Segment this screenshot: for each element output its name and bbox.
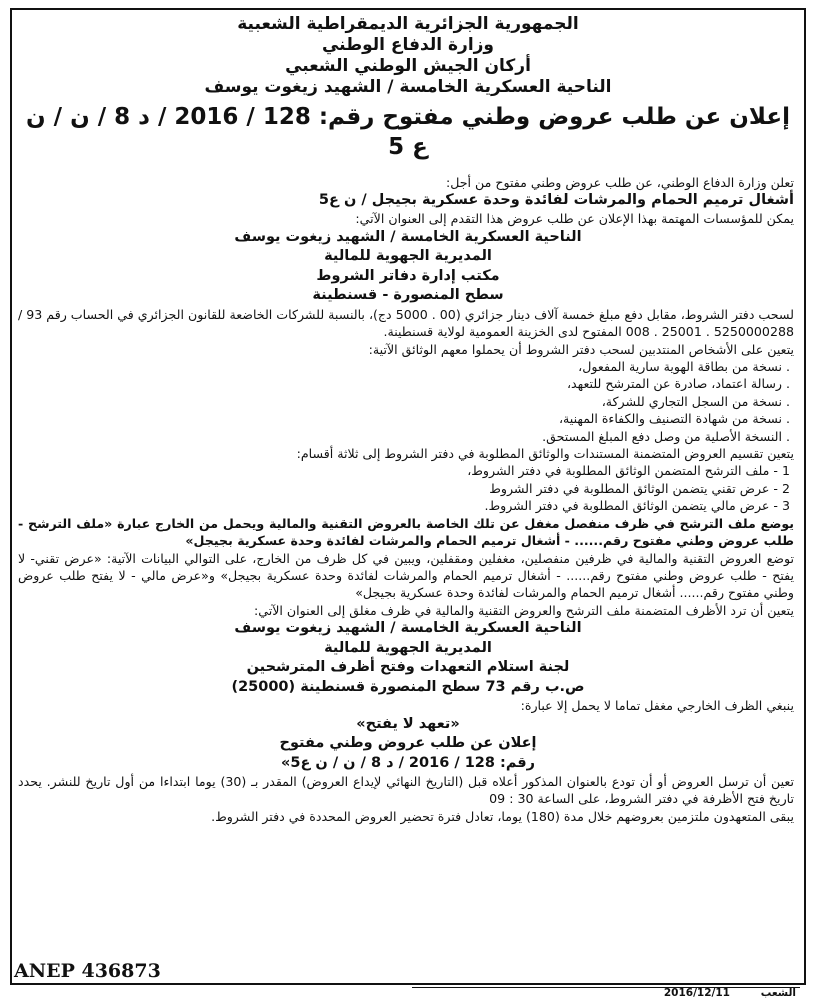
envelope-line: إعلان عن طلب عروض وطني مفتوح [279,735,537,752]
announcement-title: إعلان عن طلب عروض وطني مفتوح رقم: 128 / 2016 / د 8 / ن / ن ع 5 [26,104,790,160]
list-item: 2 - عرض تقني يتضمن الوثائق المطلوبة في دفتر الشروط [489,480,790,496]
address-line: لجنة استلام التعهدات وفتح أظرف المترشحين [246,659,570,676]
publication-date: 2016/12/11 [663,987,730,999]
envelope-line: «تعهد لا يفتح» [356,715,460,732]
header-staff: أركان الجيش الوطني الشعبي [285,56,531,76]
anep-reference: ANEP 436873 [14,960,161,982]
list-item: . نسخة من شهادة التصنيف والكفاءة المهنية، [558,411,790,427]
validity-text: يبقى المتعهدون ملتزمين بعروضهم خلال مدة (180) يوما، تعادل فترة تحضير العروض المحددة في دفتر الشروط. [211,808,794,824]
address-line: مكتب إدارة دفاتر الشروط [316,267,500,284]
address-line: ص.ب رقم 73 سطح المنصورة قسنطينة (25000) [231,678,585,695]
header-ministry: وزارة الدفاع الوطني [321,35,495,55]
deadline-text: تعين أن ترسل العروض أو أن تودع بالعنوان المذكور أعلاه قبل (التاريخ النهائي لإيداع العروض) المقدر بـ (30) يوما ابتداءا من أول تاريخ للنشر. يحدد تاريخ فتح الأظرفة في دفتر الشروط، على الساعة 30 : 09 [18,774,794,807]
newspaper-footer [412,987,800,1000]
tender-object: أشغال ترميم الحمام والمرشات لفائدة وحدة عسكرية بجيجل / ن ع5 [318,192,794,209]
announcement-body [18,14,798,825]
outer-envelope-label [18,715,798,774]
offers-envelope-text: توضع العروض التقنية والمالية في ظرفين منفصلين، مغفلين ومقفلين، ويبين في كل ظرف من الخارج، على التوالي البيانات الآتية: «عرض تقني- لا يفتح - طلب عروض وطني مفتوح رقم...... - أشغال ترميم الحمام والمرشات لفائدة وحدة عسكرية بجيجل» و«عرض مالي - لا يفتح طلب عروض وطني مفتوح رقم...... أشغال ترميم الحمام والمرشات لفائدة وحدة عسكرية بجيجل» [18,550,794,601]
payment-text: لسحب دفتر الشروط، مقابل دفع مبلغ خمسة آلاف دينار جزائري (00 . 5000 دج)، بالنسبة للشركات الخاضعة للقانون الجزائري في الحساب رقم 93 / 5250000288 . 25001 . 008 المفتوح لدى الخزينة العمومية لولاية قسنطينة. [18,306,794,340]
withdrawal-address [18,228,798,306]
list-item: 3 - عرض مالي يتضمن الوثائق المطلوبة في دفتر الشروط. [484,498,790,514]
outer-envelope-text: ينبغي الظرف الخارجي مغفل تماما لا يحمل إلا عبارة: [520,698,794,714]
list-item: . رسالة اعتماد، صادرة عن المترشح للتعهد، [566,376,790,392]
envelope-line: رقم: 128 / 2016 / د 8 / ن / ن ع5» [280,754,536,771]
submission-intro: يتعين أن ترد الأظرف المتضمنة ملف الترشح والعروض التقنية والمالية في ظرف مغلق إلى العنوان الآتي: [253,602,794,618]
newspaper-name: الشعب [760,987,796,999]
intro-address-text: يمكن للمؤسسات المهتمة بهذا الإعلان عن طلب عروض هذا التقدم إلى العنوان الآتي: [355,211,794,227]
required-docs-intro: يتعين على الأشخاص المنتدبين لسحب دفتر الشروط أن يحملوا معهم الوثائق الآتية: [368,341,794,357]
address-line: الناحية العسكرية الخامسة / الشهيد زيغوت يوسف [234,228,582,245]
list-item: 1 - ملف الترشح المتضمن الوثائق المطلوبة في دفتر الشروط، [467,463,790,479]
sections-intro: يتعين تقسيم العروض المتضمنة المستندات والوثائق المطلوبة في دفتر الشروط إلى ثلاثة أقسام: [296,446,794,462]
sections-list [18,462,798,514]
list-item: . نسخة من بطاقة الهوية سارية المفعول، [578,359,790,375]
list-item: . نسخة من السجل التجاري للشركة، [601,393,790,409]
list-item: . النسخة الأصلية من وصل دفع المبلغ المستحق. [542,428,790,444]
header-region: الناحية العسكرية الخامسة / الشهيد زيغوت يوسف [204,77,612,97]
header-republic: الجمهورية الجزائرية الديمقراطية الشعبية [237,14,579,34]
address-line: الناحية العسكرية الخامسة / الشهيد زيغوت يوسف [234,620,582,637]
address-line: المديرية الجهوية للمالية [324,639,492,656]
candidacy-envelope-text: يوضع ملف الترشح في ظرف منفصل مغفل عن تلك الخاصة بالعروض التقنية والمالية ويحمل من الخارج عبارة «ملف الترشح - طلب عروض وطني مفتوح رقم...... - أشغال ترميم الحمام والمرشات لفائدة وحدة عسكرية بجيجل» [18,515,794,549]
required-docs-list [18,358,798,445]
intro-text: تعلن وزارة الدفاع الوطني، عن طلب عروض وطني مفتوح من أجل: [445,175,794,190]
address-line: المديرية الجهوية للمالية [324,248,492,265]
submission-address [18,619,798,697]
address-line: سطح المنصورة - قسنطينة [312,287,504,304]
